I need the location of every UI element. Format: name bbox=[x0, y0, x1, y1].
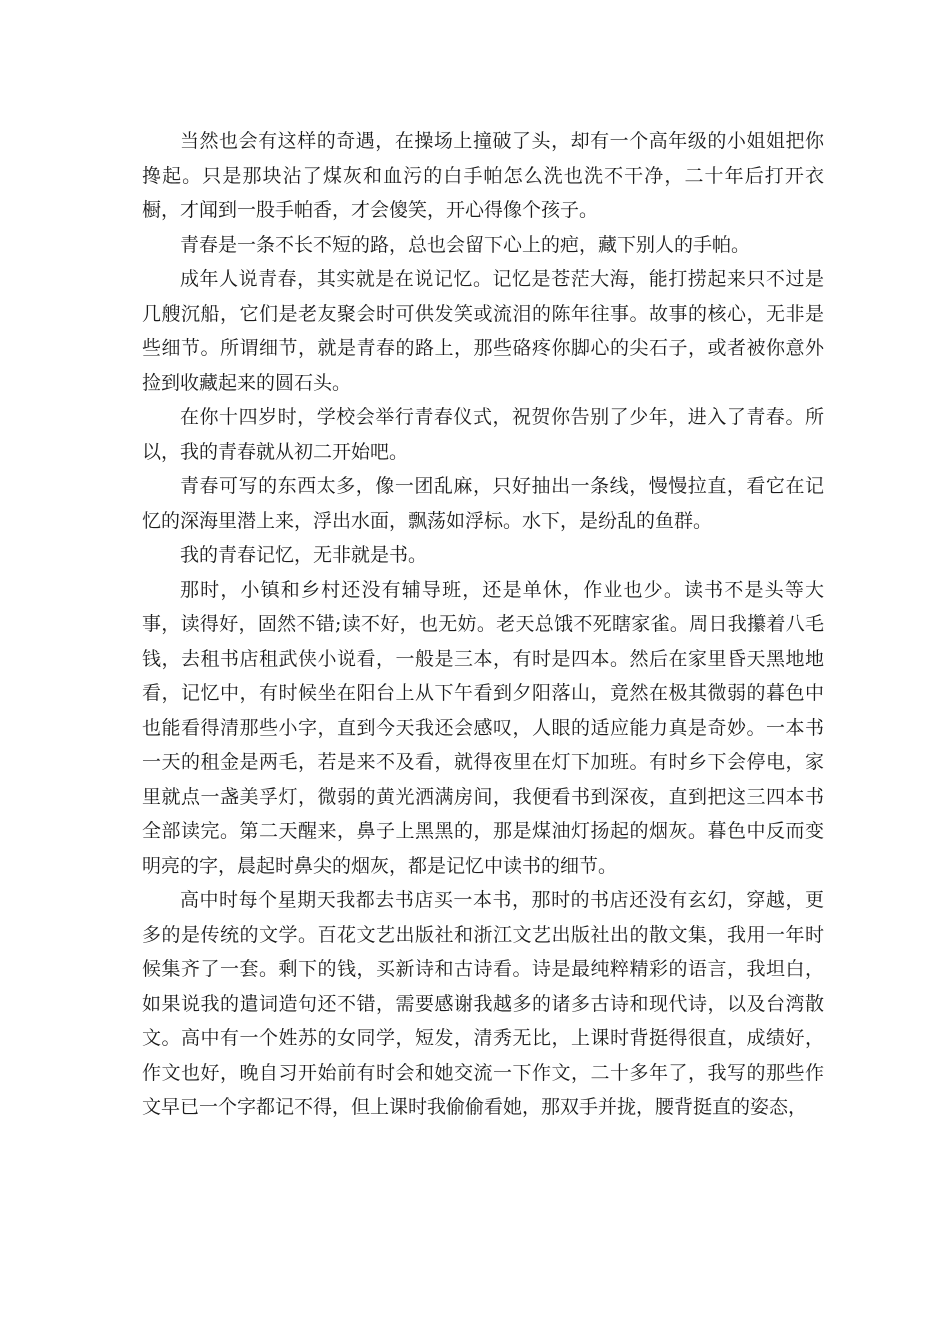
document-body bbox=[142, 124, 824, 1125]
paragraph: 我的青春记忆，无非就是书。 bbox=[180, 544, 428, 566]
paragraph: 在你十四岁时，学校会举行青春仪式，祝贺你告别了少年，进入了青春。所以，我的青春就从初二开始吧。 bbox=[142, 406, 824, 463]
paragraph: 高中时每个星期天我都去书店买一本书，那时的书店还没有玄幻，穿越，更多的是传统的文学。百花文艺出版社和浙江文艺出版社出的散文集，我用一年时候集齐了一套。剩下的钱，买新诗和古诗看。诗是最纯粹精彩的语言，我坦白，如果说我的遣词造句还不错，需要感谢我越多的诸多古诗和现代诗，以及台湾散文。高中有一个姓苏的女同学，短发，清秀无比，上课时背挺得很直，成绩好，作文也好，晚自习开始前有时会和她交流一下作文，二十多年了，我写的那些作文早已一个字都记不得，但上课时我偷偷看她，那双手并拢，腰背挺直的姿态， bbox=[142, 889, 824, 1118]
paragraph: 那时，小镇和乡村还没有辅导班，还是单休，作业也少。读书不是头等大事，读得好，固然不错;读不好，也无妨。老天总饿不死瞎家雀。周日我攥着八毛钱，去租书店租武侠小说看，一般是三本，有时是四本。然后在家里昏天黑地地看，记忆中，有时候坐在阳台上从下午看到夕阳落山，竟然在极其微弱的暮色中也能看得清那些小字，直到今天我还会感叹，人眼的适应能力真是奇妙。一本书一天的租金是两毛，若是来不及看，就得夜里在灯下加班。有时乡下会停电，家里就点一盏美孚灯，微弱的黄光洒满房间，我便看书到深夜，直到把这三四本书全部读完。第二天醒来，鼻子上黑黑的，那是煤油灯扬起的烟灰。暮色中反而变明亮的字，晨起时鼻尖的烟灰，都是记忆中读书的细节。 bbox=[142, 578, 824, 877]
paragraph: 当然也会有这样的奇遇，在操场上撞破了头，却有一个高年级的小姐姐把你搀起。只是那块沾了煤灰和血污的白手帕怎么洗也洗不干净，二十年后打开衣橱，才闻到一股手帕香，才会傻笑，开心得像个孩子。 bbox=[142, 130, 824, 221]
paragraph: 青春是一条不长不短的路，总也会留下心上的疤，藏下别人的手帕。 bbox=[180, 233, 751, 256]
paragraph: 青春可写的东西太多，像一团乱麻，只好抽出一条线，慢慢拉直，看它在记忆的深海里潜上来，浮出水面，飘荡如浮标。水下，是纷乱的鱼群。 bbox=[142, 475, 824, 532]
paragraph: 成年人说青春，其实就是在说记忆。记忆是苍茫大海，能打捞起来只不过是几艘沉船，它们是老友聚会时可供发笑或流泪的陈年往事。故事的核心，无非是些细节。所谓细节，就是青春的路上，那些硌疼你脚心的尖石子，或者被你意外捡到收藏起来的圆石头。 bbox=[142, 268, 824, 394]
